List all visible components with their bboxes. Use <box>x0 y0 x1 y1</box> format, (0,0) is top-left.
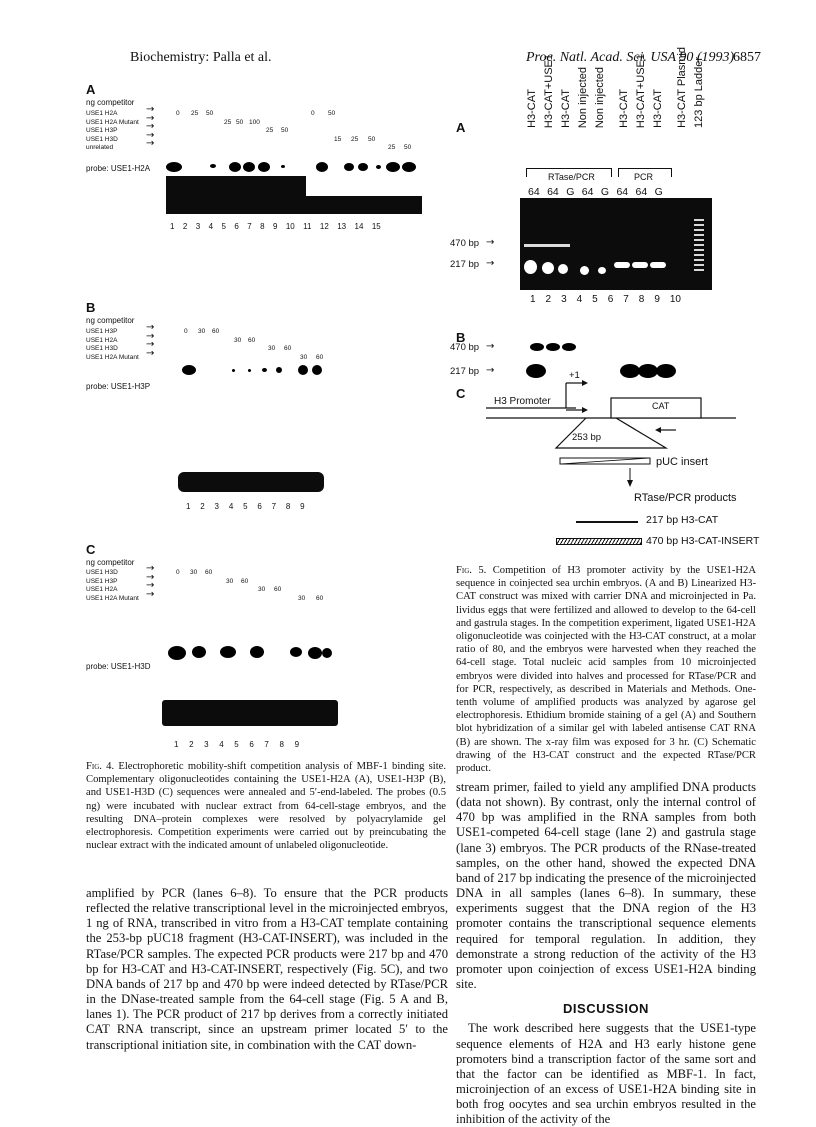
fig5-caption <box>456 564 756 775</box>
fig5b-470-label: 470 bp <box>450 342 480 353</box>
fig5a-lane-label: H3-CAT <box>526 89 538 128</box>
fig4-caption-label: Fig. 4. <box>86 761 115 772</box>
fig4b-row: USE1 H3D <box>86 345 118 353</box>
fig4a-free-probe-gel <box>166 176 306 214</box>
fig4a-amt: 0 <box>311 110 315 117</box>
fig4a-amt: 25 <box>266 127 274 135</box>
running-header-left: Biochemistry: Palla et al. <box>130 50 272 65</box>
fig4a-amt: 0 <box>176 110 180 117</box>
fig4b-row: USE1 H3P <box>86 328 118 335</box>
fig4c-amt: 60 <box>241 577 249 585</box>
fig4b-amt: 60 <box>248 336 256 344</box>
fig4a-amt: 25 <box>191 110 199 117</box>
fig4c-amt: 0 <box>176 569 180 576</box>
fig4c-amt: 30 <box>258 586 266 594</box>
fig4-panel-b-letter: B <box>86 300 96 315</box>
fig4a-row: USE1 H2A <box>86 110 118 117</box>
fig4a-amt: 25 <box>351 135 359 143</box>
fig4b-row: USE1 H2A <box>86 336 118 344</box>
fig5a-lane-label: H3-CAT+USE1 <box>635 53 647 128</box>
fig4b-row: USE1 H2A Mutant <box>86 353 139 361</box>
paragraph: amplified by PCR (lanes 6–8). To ensure that the PCR products reflected the relative transcriptional level in the microinjected embryos, 1 ng of RNA, transcribed in vitro from a H3-CAT template containing the 253-bp pUC18 fragment (H3-CAT-INSERT), was included in the RTase/PCR samples. The expected PCR products were 217 bp and 470 bp for H3-CAT and H3-CAT-INSERT, respectively (Fig. 5C), and two DNA bands of 217 bp and 470 bp were indeed detected by RTase/PCR in the DNase-treated sample from the 64-cell stage (Fig. 5 A and B, lanes 1). The PCR product of 217 bp derives from a correctly initiated CAT RNA transcript, since an upstream primer located 5′ to the transcriptional initiation site, in combination with the CAT down- <box>86 886 448 1052</box>
fig4c-amt: 60 <box>205 569 213 576</box>
fig4b-amt: 0 <box>184 328 188 335</box>
fig5a-lane-label: H3-CAT <box>652 89 664 128</box>
fig4b-amt: 60 <box>316 353 324 361</box>
fig5a-lane-numbers: 1 2 3 4 5 6 7 8 9 10 <box>530 294 681 305</box>
fig5a-lane-label: H3-CAT <box>618 89 630 128</box>
page-number: 6857 <box>733 50 761 65</box>
fig4a-amt: 50 <box>281 127 289 135</box>
fig4c-row: USE1 H2A Mutant <box>86 594 139 602</box>
paragraph: stream primer, failed to yield any amplified DNA products (data not shown). By contrast, only the internal control of 470 bp was amplified in the RNA samples from both USE1-competed 64-cell stage (lane 2) and gastrula stage (lane 3) embryos. The PCR products of the RNase-treated samples, on the other hand, showed the expected DNA band of 217 bp indicating the presence of the microinjected DNA in all samples (lanes 6–8). In summary, these experiments suggest that the DNA region of the H3 promoter contains the transcriptional sequence elements required for temporal regulation. In addition, they demonstrate a strong reduction of the activity of the H3 promoter upon coinjection of excess USE1-H2A binding site. <box>456 780 756 992</box>
fig4b-amt: 30 <box>268 345 276 353</box>
fig4b-amt: 60 <box>284 345 292 353</box>
fig4c-ng-competitor: ng competitor <box>86 558 135 567</box>
fig5a-lane-label: Non injected <box>594 66 606 128</box>
fig4c-amt: 30 <box>226 577 234 585</box>
fig5c-product2-label: 470 bp H3-CAT-INSERT <box>646 535 760 547</box>
fig5c-insert-size: 253 bp <box>572 432 602 443</box>
fig4-caption-text: Electrophoretic mobility-shift competition analysis of MBF-1 binding site. Complementary oligonucleotides containing the USE1-H2A (A), USE1-H3P (B), and USE1-H3D (C) sequences were annealed and 5′-end-labeled. The probes (0.5 ng) were incubated with nuclear extract from 64-cell-stage embryos, and the resulting DNA–protein complexes were resolved by polyacrylamide gel electrophoresis. Competition experiments were carried out by preincubating the nuclear extract with the indicated amount of unlabeled oligonucleotide. <box>86 761 446 852</box>
fig4c-lane-numbers: 1 2 3 4 5 6 7 8 9 <box>174 740 300 749</box>
fig4c-row: USE1 H3D <box>86 569 118 576</box>
left-column-text <box>86 886 448 1053</box>
fig4b-amt: 30 <box>300 353 308 361</box>
section-heading: DISCUSSION <box>563 1001 649 1017</box>
fig5a-lane-label: H3-CAT+USE1 <box>543 53 555 128</box>
fig4c-row-arrows: → → → → <box>146 563 155 600</box>
fig4c-amt: 60 <box>274 586 282 594</box>
running-header-journal: Proc. Natl. Acad. Sci. USA 90 (1993) <box>526 50 735 65</box>
fig5a-lane-label: Non injected <box>577 66 589 128</box>
fig4a-amt: 25 <box>388 144 396 152</box>
fig5c-product2-line <box>556 538 642 545</box>
fig4b-ng-competitor: ng competitor <box>86 316 135 325</box>
fig4b-row-arrows: → → → → <box>146 322 155 359</box>
fig4-panel-c-letter: C <box>86 542 96 557</box>
arrow-icon: → <box>486 365 495 376</box>
fig4b-complex-bands <box>86 362 346 378</box>
fig4c-amt: 30 <box>190 569 198 576</box>
fig4a-amt: 25 <box>224 118 232 126</box>
fig4a-row-arrows: → → → → → <box>146 104 155 150</box>
arrow-icon: → <box>486 258 495 269</box>
fig5c-product1-label: 217 bp H3-CAT <box>646 514 719 526</box>
fig4a-amt: 50 <box>368 135 376 143</box>
fig4c-amt: 30 <box>298 594 306 602</box>
figure-4 <box>86 68 446 628</box>
fig5-panel-b-letter: B <box>456 330 466 345</box>
fig4c-probe-label: probe: USE1-H3D <box>86 662 151 671</box>
fig4a-row: USE1 H2A Mutant <box>86 118 139 126</box>
figure-4-panel-c-gel <box>86 640 446 780</box>
fig4a-amt: 50 <box>328 110 336 117</box>
fig4b-amt: 60 <box>212 328 220 335</box>
fig5a-217-label: 217 bp <box>450 259 480 270</box>
arrow-icon: → <box>486 341 495 352</box>
fig4c-complex-bands <box>86 640 346 662</box>
fig4a-free-probe-gel-right <box>304 196 422 214</box>
fig5-caption-text: Competition of H3 promoter activity by the USE1-H2A sequence in coinjected sea urchin embryos. (A and B) Linearized H3-CAT construct was mixed with carrier DNA and microinjected in Pa. lividus eggs that were fertilized and allowed to develop to the 64-cell and gastrula stages. In the competition experiment, ligated USE1-H2A oligonucleotide was coinjected with the H3-CAT construct, at a molar ratio of 80, and the embryos were harvested when they reached the 64-cell stage. Total nucleic acid samples from 10 microinjected embryos were divided into halves and processed for RTase/PCR and for PCR, respectively, as described in Materials and Methods. One-tenth volume of amplified products was analyzed by agarose gel electrophoresis. Ethidium bromide staining of a gel (A) and Southern blot hybridization of a similar gel with labeled antisense CAT RNA (B) are shown. The x-ray film was exposed for 3 hr. (C) Schematic drawing of the H3-CAT construct and the expected RTase/PCR product. <box>456 565 756 775</box>
fig4b-amt: 30 <box>234 336 242 344</box>
fig5c-insert-label: pUC insert <box>656 456 708 468</box>
fig4a-amt: 50 <box>236 118 244 126</box>
fig5a-rtase-label: RTase/PCR <box>548 172 595 182</box>
fig4c-row: USE1 H3P <box>86 577 118 585</box>
fig4b-free-probe-gel <box>178 472 324 492</box>
fig5a-470-label: 470 bp <box>450 238 480 249</box>
fig4b-lane-numbers: 1 2 3 4 5 6 7 8 9 <box>186 502 305 511</box>
fig4a-amt: 50 <box>404 144 412 152</box>
right-column-text <box>456 780 756 1127</box>
fig5c-product1-line <box>576 521 638 523</box>
fig4a-row: USE1 H3D <box>86 135 118 143</box>
fig5a-gel <box>520 198 712 290</box>
fig4c-amt: 60 <box>316 594 324 602</box>
fig4c-row: USE1 H2A <box>86 586 118 594</box>
fig5-panel-a-letter: A <box>456 120 466 135</box>
fig5c-cat-label: CAT <box>652 401 670 411</box>
fig4a-row: unrelated <box>86 144 114 152</box>
fig5c-promoter-label: H3 Promoter <box>494 396 551 407</box>
fig4a-amt: 100 <box>249 118 260 126</box>
fig5a-lane-label: 123 bp Ladder <box>693 57 705 128</box>
fig4b-amt: 30 <box>198 328 206 335</box>
fig4-panel-a-letter: A <box>86 82 96 97</box>
fig4b-probe-label: probe: USE1-H3P <box>86 382 151 391</box>
fig4a-lane-numbers: 1 2 3 4 5 6 7 8 9 10 11 12 13 14 15 <box>170 222 381 231</box>
fig4a-row: USE1 H3P <box>86 127 118 135</box>
fig4a-ng-competitor: ng competitor <box>86 98 135 107</box>
fig5c-products-label: RTase/PCR products <box>634 492 737 504</box>
fig4a-row-labels <box>86 110 139 153</box>
fig5c-construct-diagram <box>486 368 756 508</box>
fig5a-lane-label: H3-CAT <box>560 89 572 128</box>
fig4a-amt: 15 <box>334 135 342 143</box>
fig4-caption <box>86 760 446 852</box>
fig5c-plus-one: +1 <box>569 370 580 381</box>
fig4a-probe-label: probe: USE1-H2A <box>86 164 151 173</box>
fig5a-stage-codes: 64 64 G 64 G 64 64 G <box>528 186 663 198</box>
fig4c-row-labels <box>86 569 139 603</box>
fig4c-free-probe-gel <box>162 700 338 726</box>
fig5a-lane-label: H3-CAT Plasmid <box>676 47 688 128</box>
fig5b-217-label: 217 bp <box>450 366 480 377</box>
fig5-panel-c-letter: C <box>456 386 466 401</box>
fig4b-row-labels <box>86 328 139 362</box>
fig5-caption-label: Fig. 5. <box>456 565 487 576</box>
fig5a-pcr-label: PCR <box>634 172 654 182</box>
fig4a-amt: 50 <box>206 110 214 117</box>
paragraph: The work described here suggests that the USE1-type sequence elements of H2A and H3 early histone gene promoters bind a transcription factor of the same sort and that the factor can be identified as MBF-1. In fact, microinjection of an excess of USE1-H2A binding site in both frog oocytes and sea urchin embryos resulted in the inhibition of the activity of the <box>456 1021 756 1127</box>
arrow-icon: → <box>486 237 495 248</box>
